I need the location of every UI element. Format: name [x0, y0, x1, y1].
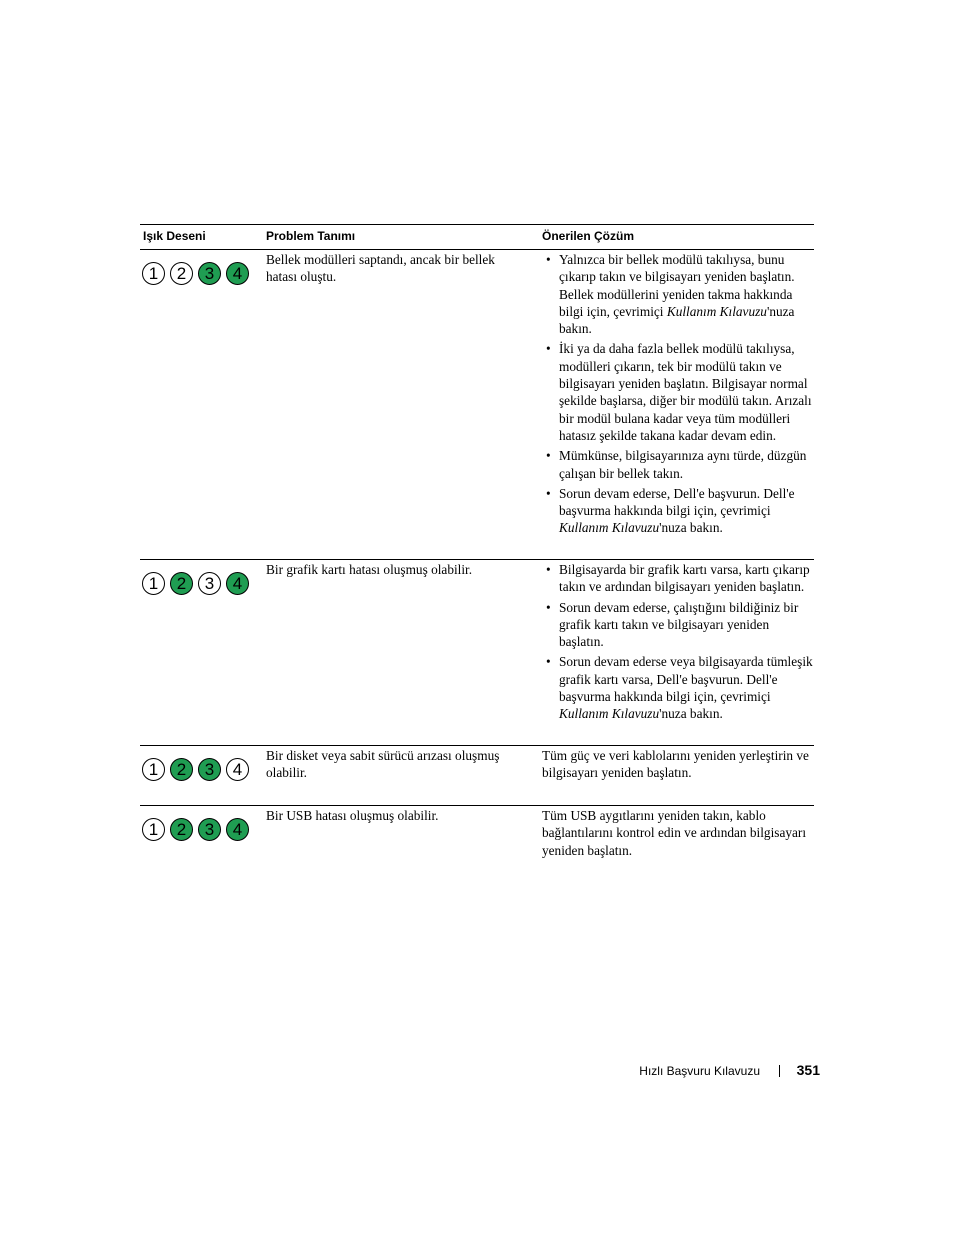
solution-bullet: • Mümkünse, bilgisayarınıza aynı türde, düzgün çalışan bir bellek takın. — [542, 447, 814, 482]
diagnostic-light-4: 4 — [226, 758, 249, 781]
table-row — [140, 560, 814, 746]
diagnostic-light-3: 3 — [198, 262, 221, 285]
suggested-solution: Tüm güç ve veri kablolarını yeniden yerleştirin ve bilgisayarı yeniden başlatın. — [542, 748, 809, 781]
header-light-pattern: Işık Deseni — [143, 229, 206, 243]
solution-bullet: • Sorun devam ederse, çalıştığını bildiğiniz bir grafik kartı takın ve bilgisayarı yeniden başlatın. — [542, 599, 814, 651]
diagnostic-light-1: 1 — [142, 262, 165, 285]
header-problem-description: Problem Tanımı — [266, 229, 356, 243]
page-footer — [560, 1062, 820, 1078]
diagnostic-light-4: 4 — [226, 572, 249, 595]
table-row — [140, 250, 814, 560]
solution-bullet: • Yalnızca bir bellek modülü takılıysa, bunu çıkarıp takın ve bilgisayarı yeniden başlatın. Bellek modüllerini yeniden takma hakkında bilgi için, çevrimiçi Kullanım Kılavuzu'nuza bakın. — [542, 251, 814, 337]
suggested-solution — [542, 561, 814, 726]
diagnostic-light-3: 3 — [198, 758, 221, 781]
diagnostic-light-4: 4 — [226, 818, 249, 841]
solution-bullet: • Bilgisayarda bir grafik kartı varsa, kartı çıkarıp takın ve ardından bilgisayarı yeniden başlatın. — [542, 561, 814, 596]
suggested-solution: Tüm USB aygıtlarını yeniden takın, kablo bağlantılarını kontrol edin ve ardından bilgisayarı yeniden başlatın. — [542, 808, 807, 858]
problem-description: Bir USB hatası oluşmuş olabilir. — [266, 808, 439, 823]
diagnostic-light-3: 3 — [198, 572, 221, 595]
table-header-row — [140, 225, 814, 250]
footer-separator — [779, 1065, 780, 1077]
table-row-last — [140, 806, 814, 866]
suggested-solution — [542, 251, 814, 540]
solution-bullet: • Sorun devam ederse, Dell'e başvurun. Dell'e başvurma hakkında bilgi için, çevrimiçi Kullanım Kılavuzu'nuza bakın. — [542, 485, 814, 537]
diagnostic-light-1: 1 — [142, 572, 165, 595]
diagnostic-light-1: 1 — [142, 818, 165, 841]
diagnostic-light-2: 2 — [170, 262, 193, 285]
solution-bullet: • İki ya da daha fazla bellek modülü takılıysa, modülleri çıkarın, tek bir modülü takın ve bilgisayarı yeniden başlatın. Bilgisayar normal şekilde başlarsa, diğer bir modülü takın. Arızalı bir modül bulana kadar veya tüm modülleri hatasız şekilde takana kadar devam edin. — [542, 340, 814, 444]
diagnostic-lights-table — [140, 224, 814, 866]
page-number: 351 — [796, 1062, 820, 1078]
table-row — [140, 746, 814, 806]
problem-description: Bir grafik kartı hatası oluşmuş olabilir. — [266, 562, 473, 577]
header-suggested-solution: Önerilen Çözüm — [542, 229, 635, 243]
diagnostic-light-3: 3 — [198, 818, 221, 841]
diagnostic-light-2: 2 — [170, 818, 193, 841]
diagnostic-light-1: 1 — [142, 758, 165, 781]
footer-title: Hızlı Başvuru Kılavuzu — [639, 1064, 760, 1078]
problem-description: Bellek modülleri saptandı, ancak bir bellek hatası oluştu. — [266, 252, 495, 285]
diagnostic-light-2: 2 — [170, 572, 193, 595]
diagnostic-light-2: 2 — [170, 758, 193, 781]
solution-bullet: • Sorun devam ederse veya bilgisayarda tümleşik grafik kartı varsa, Dell'e başvurun. Dell'e başvurma hakkında bilgi için, çevrimiçi Kullanım Kılavuzu'nuza bakın. — [542, 653, 814, 722]
diagnostic-light-4: 4 — [226, 262, 249, 285]
problem-description: Bir disket veya sabit sürücü arızası oluşmuş olabilir. — [266, 748, 500, 781]
